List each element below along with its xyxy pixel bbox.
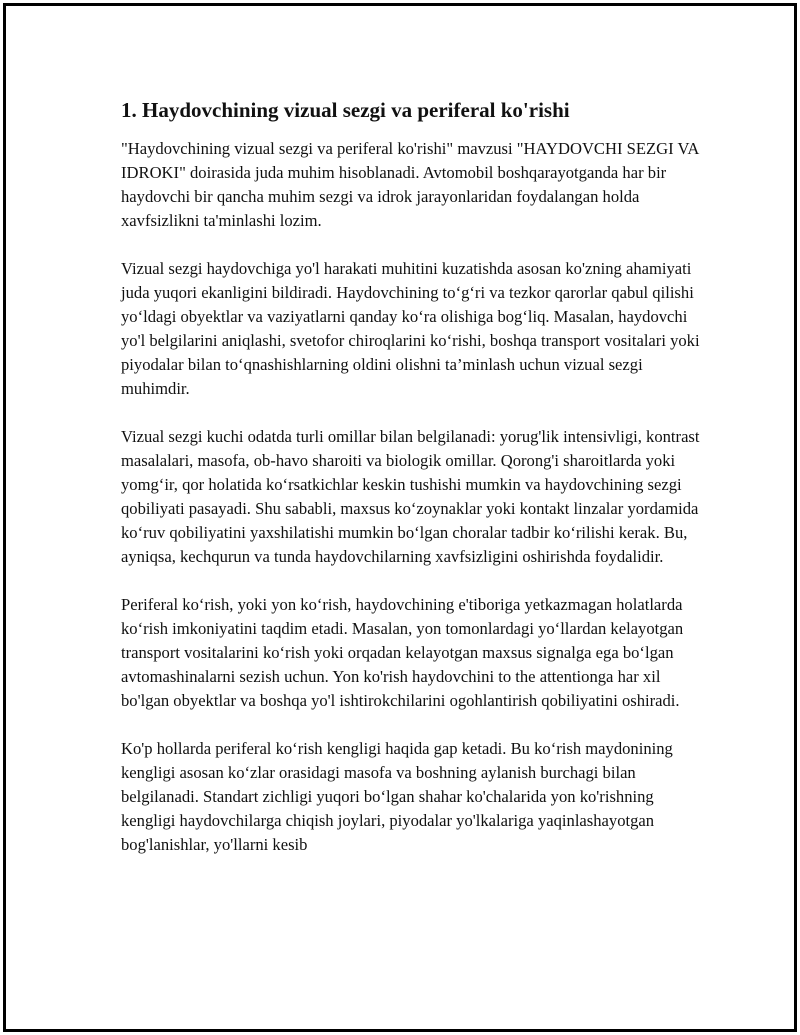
document-title: 1. Haydovchining vizual sezgi va periferal ko'rishi: [121, 98, 570, 122]
document-content: [121, 95, 701, 881]
paragraph: "Haydovchining vizual sezgi va periferal ko'rishi" mavzusi "HAYDOVCHI SEZGI VA IDROKI" doirasida juda muhim hisoblanadi. Avtomobil boshqarayotganda har bir haydovchi bir qancha muhim sezgi va idrok jarayonlaridan foydalangan holda xavfsizlikni ta'minlashi lozim.: [121, 139, 699, 230]
paragraph: Vizual sezgi kuchi odatda turli omillar bilan belgilanadi: yorug'lik intensivligi, kontrast masalalari, masofa, ob-havo sharoiti va biologik omillar. Qorong'i sharoitlarda yoki yomg‘ir, qor holatida ko‘rsatkichlar keskin tushishi mumkin va haydovchining sezgi qobiliyati pasayadi. Shu sababli, maxsus ko‘zoynaklar yoki kontakt linzalar yordamida ko‘ruv qobiliyatini yaxshilatishi mumkin bo‘lgan choralar tadbir ko‘rilishi kerak. Bu, ayniqsa, kechqurun va tunda haydovchilarning xavfsizligini oshirishda foydalidir.: [121, 427, 700, 566]
paragraph: Periferal ko‘rish, yoki yon ko‘rish, haydovchining e'tiboriga yetkazmagan holatlarda ko‘rish imkoniyatini taqdim etadi. Masalan, yon tomonlardagi yo‘llardan kelayotgan transport vositalarini ko‘rish yoki orqadan kelayotgan maxsus signalga ega bo‘lgan avtomashinalarni sezish uchun. Yon ko'rish haydovchini to the attentionga har xil bo'lgan obyektlar va boshqa yo'l ishtirokchilarini ogohlantirish qobiliyatini oshiradi.: [121, 595, 684, 710]
paragraph: Ko'p hollarda periferal ko‘rish kengligi haqida gap ketadi. Bu ko‘rish maydonining kengligi asosan ko‘zlar orasidagi masofa va boshning aylanish burchagi bilan belgilanadi. Standart zichligi yuqori bo‘lgan shahar ko'chalarida yon ko'rishning kengligi haydovchilarga chiqish joylari, piyodalar yo'lkalariga yaqinlashayotgan bog'lanishlar, yo'llarni kesib: [121, 739, 673, 854]
document-page: [3, 3, 797, 1032]
paragraph: Vizual sezgi haydovchiga yo'l harakati muhitini kuzatishda asosan ko'zning ahamiyati juda yuqori ekanligini bildiradi. Haydovchining to‘g‘ri va tezkor qarorlar qabul qilishi yo‘ldagi obyektlar va vaziyatlarni qanday ko‘ra olishiga bog‘liq. Masalan, haydovchi yo'l belgilarini aniqlashi, svetofor chiroqlarini ko‘rishi, boshqa transport vositalari yoki piyodalar bilan to‘qnashishlarning oldini olishni ta’minlash uchun vizual sezgi muhimdir.: [121, 259, 700, 398]
